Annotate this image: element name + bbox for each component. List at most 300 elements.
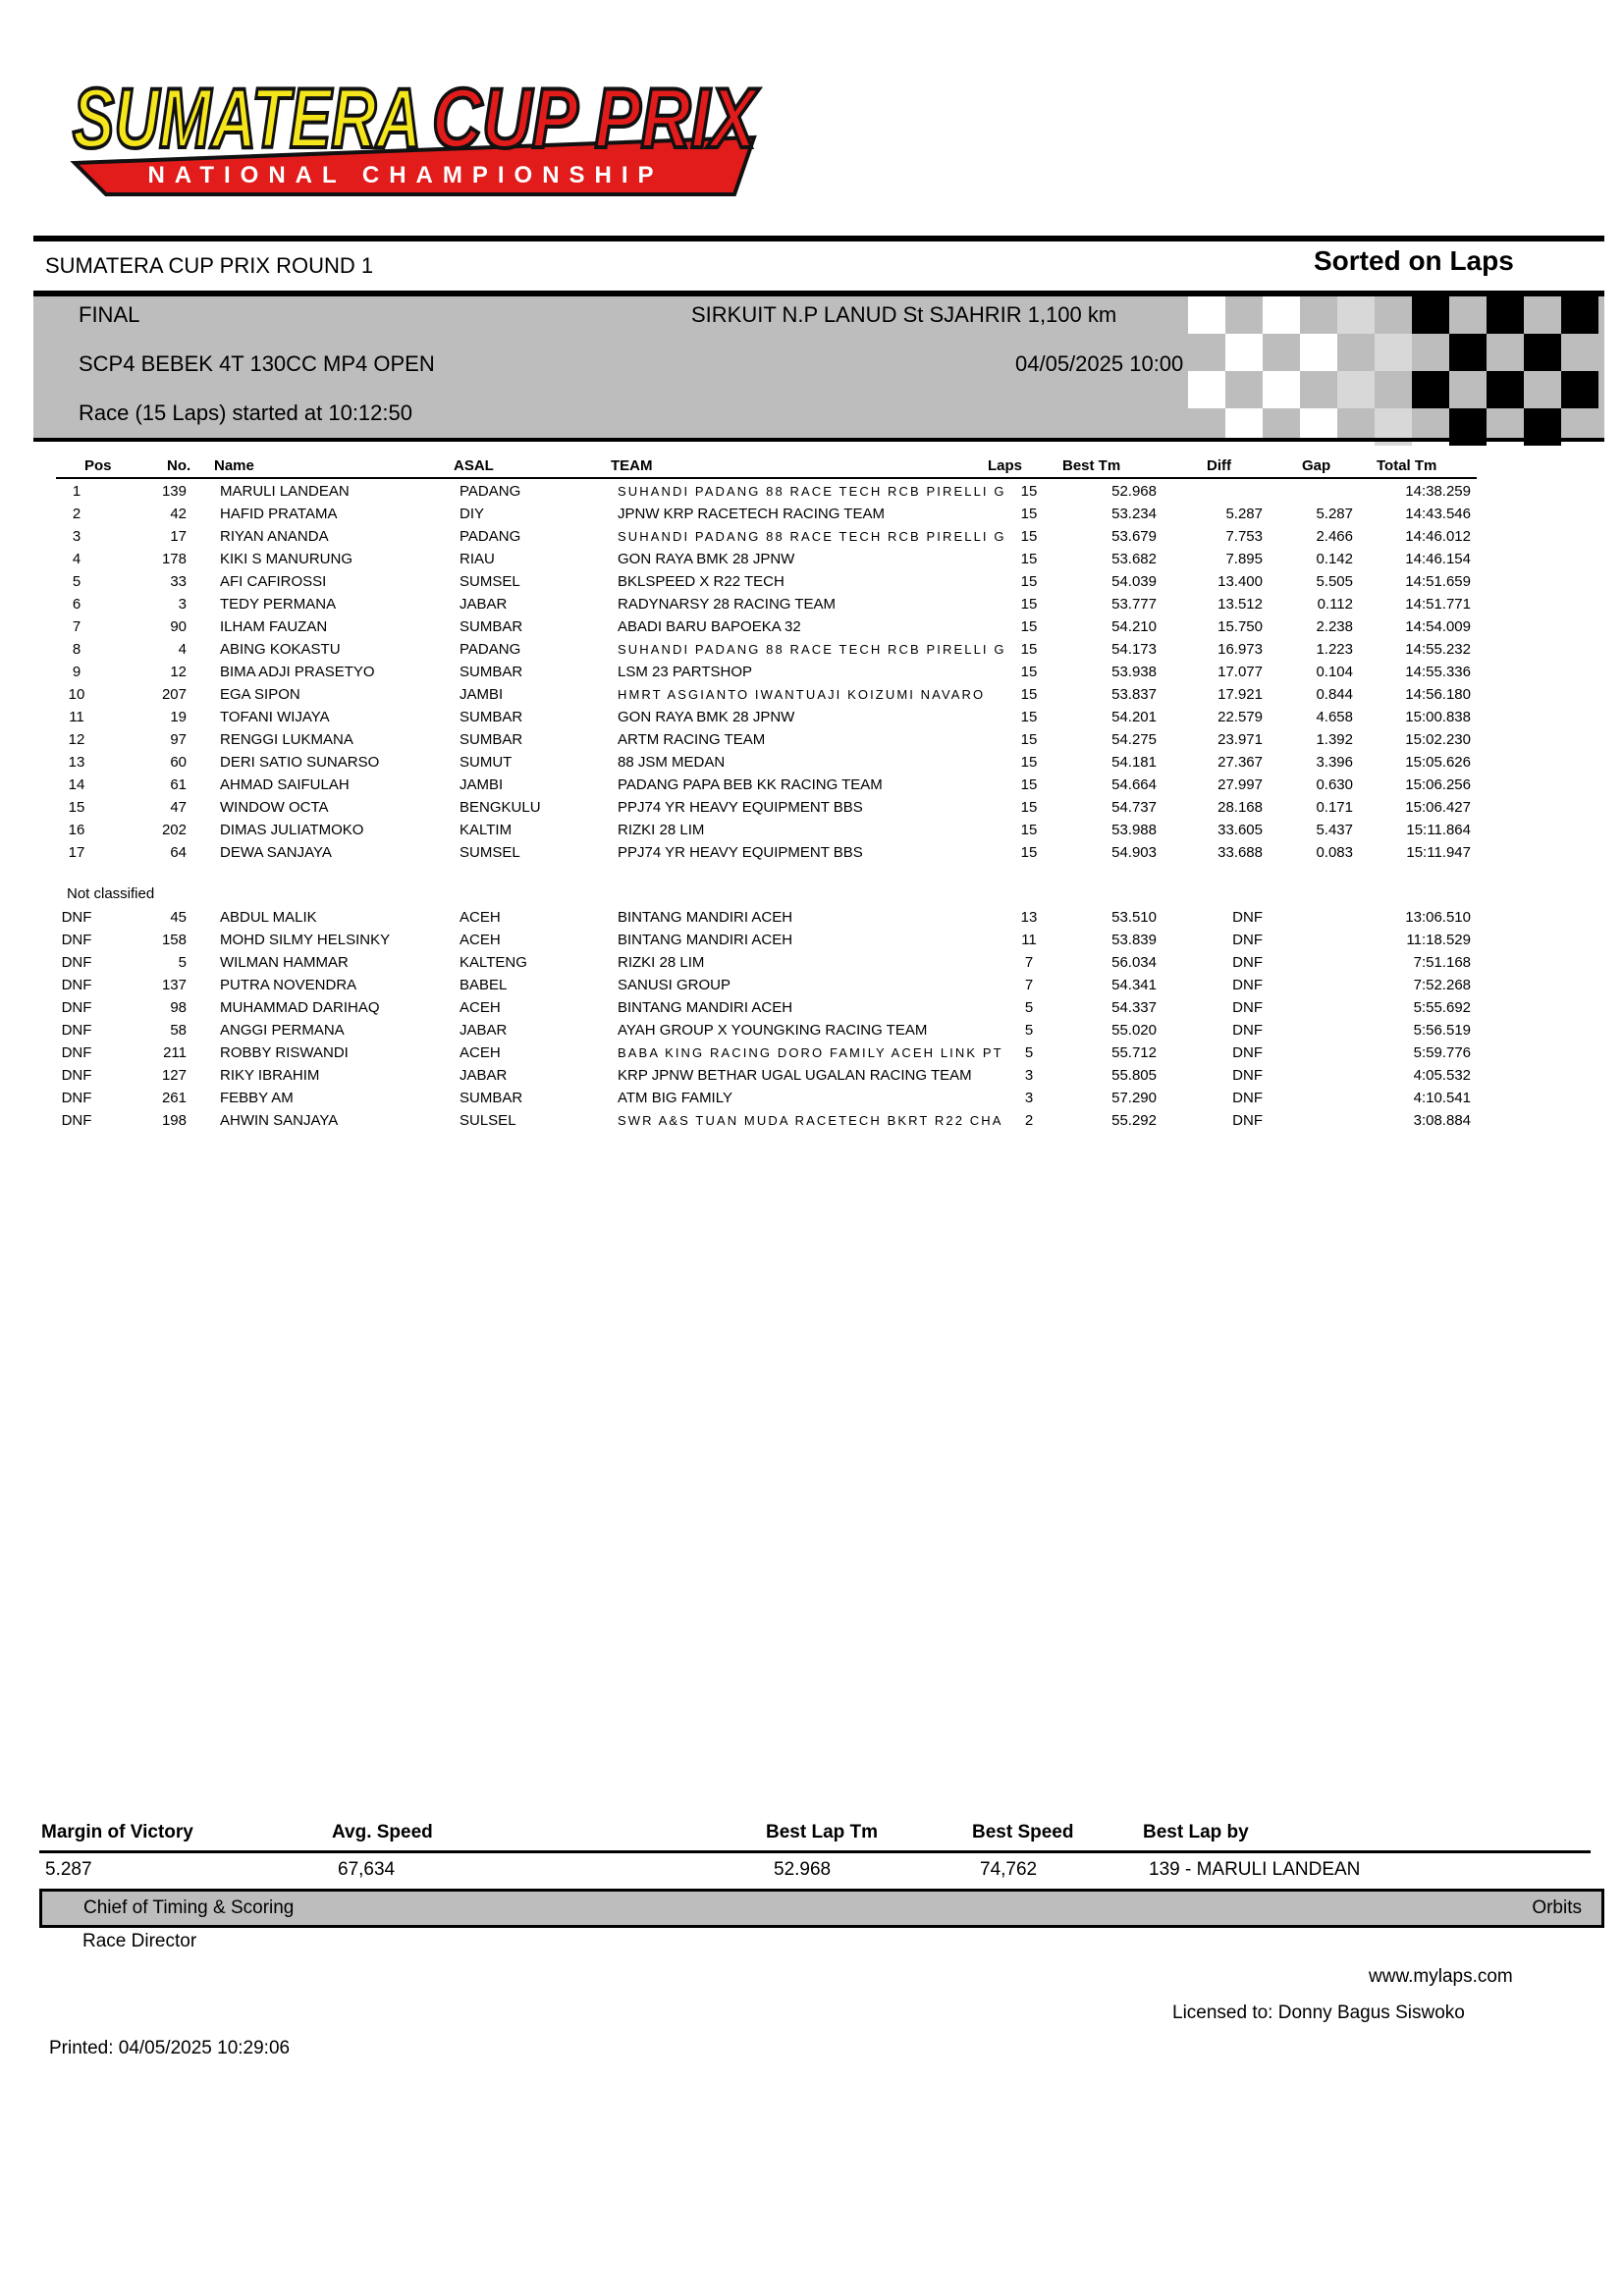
cell-diff: 7.753 [1225,528,1263,545]
cell-total: 14:51.659 [1405,573,1471,590]
cell-diff: DNF [1232,1067,1263,1084]
cell-asal: JABAR [460,596,508,613]
summary-rule [39,1850,1591,1853]
cell-no: 42 [170,506,187,522]
cell-diff: 17.077 [1217,664,1263,680]
timing-signature-box [39,1889,1604,1928]
cell-diff: 16.973 [1217,641,1263,658]
cell-team: ATM BIG FAMILY [618,1090,732,1106]
cell-name: AHWIN SANJAYA [220,1112,339,1129]
cell-asal: RIAU [460,551,495,567]
avg-speed-label: Avg. Speed [332,1822,433,1842]
cell-gap: 0.142 [1316,551,1353,567]
flag-square [1263,296,1300,334]
cell-total: 15:06.256 [1405,776,1471,793]
table-row [33,975,1506,997]
cell-total: 14:46.012 [1405,528,1471,545]
race-start: Race (15 Laps) started at 10:12:50 [79,400,412,425]
cell-laps: 7 [1024,977,1034,993]
cell-team: RIZKI 28 LIM [618,822,705,838]
cell-no: 98 [170,999,187,1016]
cell-name: RIKY IBRAHIM [220,1067,320,1084]
cell-name: AHMAD SAIFULAH [220,776,350,793]
cell-total: 5:55.692 [1413,999,1471,1016]
cell-best: 54.039 [1111,573,1157,590]
cell-laps: 3 [1024,1090,1034,1106]
cell-pos: 10 [68,686,85,703]
table-row [33,707,1506,729]
cell-total: 15:02.230 [1405,731,1471,748]
cell-diff: 13.400 [1217,573,1263,590]
table-row [33,729,1506,752]
cell-best: 54.903 [1111,844,1157,861]
cell-asal: SUMBAR [460,618,523,635]
cell-total: 15:00.838 [1405,709,1471,725]
cell-pos: 17 [68,844,85,861]
cell-name: KIKI S MANURUNG [220,551,353,567]
cell-laps: 15 [1020,551,1038,567]
cell-pos: 4 [72,551,81,567]
cell-asal: PADANG [460,641,521,658]
cell-pos: 15 [68,799,85,816]
cell-gap: 0.630 [1316,776,1353,793]
cell-asal: SUMBAR [460,664,523,680]
logo-subtitle: NATIONAL CHAMPIONSHIP [147,162,664,188]
cell-total: 5:56.519 [1413,1022,1471,1039]
cell-diff: 27.997 [1217,776,1263,793]
cell-total: 7:51.168 [1413,954,1471,971]
cell-total: 14:56.180 [1405,686,1471,703]
cell-asal: SULSEL [460,1112,516,1129]
flag-square [1561,296,1598,334]
band-bottom-rule [33,438,1604,442]
table-row [33,662,1506,684]
cell-best: 52.968 [1111,483,1157,500]
cell-asal: JABAR [460,1022,508,1039]
cell-name: HAFID PRATAMA [220,506,338,522]
cell-name: RIYAN ANANDA [220,528,329,545]
cell-diff: DNF [1232,1022,1263,1039]
cell-asal: ACEH [460,909,501,926]
cell-no: 202 [161,822,187,838]
cell-pos: 1 [72,483,81,500]
table-row [33,952,1506,975]
cell-team: SUHANDI PADANG 88 RACE TECH RCB PIRELLI G [618,529,1006,544]
cell-best: 53.510 [1111,909,1157,926]
flag-square [1300,334,1337,371]
cell-total: 14:38.259 [1405,483,1471,500]
cell-team: 88 JSM MEDAN [618,754,726,771]
flag-square [1263,371,1300,408]
cell-no: 127 [161,1067,187,1084]
cell-total: 14:54.009 [1405,618,1471,635]
cell-total: 15:06.427 [1405,799,1471,816]
cell-total: 7:52.268 [1413,977,1471,993]
best-lap-by-label: Best Lap by [1143,1822,1249,1842]
cell-best: 56.034 [1111,954,1157,971]
cell-best: 53.234 [1111,506,1157,522]
cell-asal: ACEH [460,999,501,1016]
cell-team: RADYNARSY 28 RACING TEAM [618,596,837,613]
sumatera-cup-prix-logo [67,57,774,204]
table-row [33,526,1506,549]
cell-diff: DNF [1232,999,1263,1016]
cell-laps: 15 [1020,754,1038,771]
cell-name: MUHAMMAD DARIHAQ [220,999,380,1016]
cell-asal: SUMUT [460,754,513,771]
cell-name: WILMAN HAMMAR [220,954,349,971]
cell-asal: KALTENG [460,954,527,971]
cell-team: BINTANG MANDIRI ACEH [618,932,793,948]
cell-no: 90 [170,618,187,635]
table-row [33,616,1506,639]
cell-asal: KALTIM [460,822,513,838]
best-speed-value: 74,762 [980,1859,1038,1880]
cell-no: 12 [170,664,187,680]
logo-word-2: CUP PRIX [432,72,760,166]
race-director-label: Race Director [82,1931,197,1951]
best-lap-tm-value: 52.968 [774,1859,832,1880]
table-row [33,997,1506,1020]
cell-diff: 17.921 [1217,686,1263,703]
cell-name: WINDOW OCTA [220,799,329,816]
cell-team: JPNW KRP RACETECH RACING TEAM [618,506,885,522]
cell-best: 55.712 [1111,1044,1157,1061]
col-asal: ASAL [454,457,494,474]
table-row [33,571,1506,594]
cell-best: 54.737 [1111,799,1157,816]
cell-pos: DNF [61,1022,92,1039]
table-row [33,842,1506,865]
cell-total: 14:55.336 [1405,664,1471,680]
cell-name: ILHAM FAUZAN [220,618,328,635]
cell-pos: 5 [72,573,81,590]
cell-asal: SUMBAR [460,1090,523,1106]
cell-laps: 15 [1020,686,1038,703]
flag-square [1225,334,1263,371]
cell-team: SWR A&S TUAN MUDA RACETECH BKRT R22 CHA [618,1113,1003,1128]
cell-asal: PADANG [460,483,521,500]
cell-name: DERI SATIO SUNARSO [220,754,380,771]
cell-laps: 15 [1020,596,1038,613]
cell-total: 4:05.532 [1413,1067,1471,1084]
cell-team: PADANG PAPA BEB KK RACING TEAM [618,776,883,793]
cell-name: ABDUL MALIK [220,909,317,926]
cell-pos: 8 [72,641,81,658]
cell-diff: 33.605 [1217,822,1263,838]
round-title: SUMATERA CUP PRIX ROUND 1 [45,253,374,278]
cell-diff: 28.168 [1217,799,1263,816]
cell-best: 53.938 [1111,664,1157,680]
cell-team: AYAH GROUP X YOUNGKING RACING TEAM [618,1022,928,1039]
cell-pos: DNF [61,1090,92,1106]
table-row [33,1042,1506,1065]
best-speed-label: Best Speed [972,1822,1074,1842]
cell-best: 53.988 [1111,822,1157,838]
best-lap-by-value: 139 - MARULI LANDEAN [1149,1859,1361,1880]
cell-laps: 15 [1020,844,1038,861]
cell-total: 5:59.776 [1413,1044,1471,1061]
cell-asal: BABEL [460,977,508,993]
col-pos: Pos [84,457,112,474]
orbits-label: Orbits [1532,1897,1582,1918]
cell-gap: 1.223 [1316,641,1353,658]
table-row [33,504,1506,526]
class-name: SCP4 BEBEK 4T 130CC MP4 OPEN [79,351,435,376]
cell-laps: 7 [1024,954,1034,971]
cell-asal: JAMBI [460,686,504,703]
cell-gap: 3.396 [1316,754,1353,771]
cell-gap: 0.171 [1316,799,1353,816]
cell-laps: 15 [1020,483,1038,500]
cell-diff: 22.579 [1217,709,1263,725]
cell-best: 54.173 [1111,641,1157,658]
flag-square [1412,371,1449,408]
cell-laps: 15 [1020,528,1038,545]
cell-pos: 12 [68,731,85,748]
cell-asal: SUMSEL [460,573,520,590]
cell-no: 64 [170,844,187,861]
cell-best: 55.020 [1111,1022,1157,1039]
sort-label: Sorted on Laps [1314,245,1514,276]
cell-laps: 15 [1020,776,1038,793]
cell-diff: 5.287 [1225,506,1263,522]
session-datetime: 04/05/2025 10:00 [1015,351,1184,376]
logo-word-1: SUMATERA [73,72,421,166]
cell-name: ABING KOKASTU [220,641,341,658]
flag-square [1449,334,1487,371]
cell-best: 54.210 [1111,618,1157,635]
checkered-flag-graphic [1188,296,1604,438]
cell-total: 15:05.626 [1405,754,1471,771]
cell-pos: 9 [72,664,81,680]
cell-diff: 23.971 [1217,731,1263,748]
cell-asal: JAMBI [460,776,504,793]
table-row [33,907,1506,930]
cell-best: 53.839 [1111,932,1157,948]
cell-laps: 15 [1020,799,1038,816]
cell-name: DEWA SANJAYA [220,844,332,861]
cell-total: 4:10.541 [1413,1090,1471,1106]
cell-name: RENGGI LUKMANA [220,731,353,748]
cell-laps: 15 [1020,822,1038,838]
cell-asal: ACEH [460,932,501,948]
cell-team: RIZKI 28 LIM [618,954,705,971]
col-gap: Gap [1302,457,1331,474]
cell-gap: 5.437 [1316,822,1353,838]
cell-asal: SUMBAR [460,731,523,748]
flag-square [1561,371,1598,408]
cell-total: 14:43.546 [1405,506,1471,522]
session-name: FINAL [79,302,140,327]
cell-total: 14:55.232 [1405,641,1471,658]
cell-pos: DNF [61,1067,92,1084]
table-row [33,481,1506,504]
table-row [33,684,1506,707]
cell-no: 178 [161,551,187,567]
cell-total: 11:18.529 [1406,932,1471,948]
cell-name: ROBBY RISWANDI [220,1044,349,1061]
chief-of-timing-label: Chief of Timing & Scoring [83,1897,295,1918]
not-classified-label: Not classified [67,885,155,902]
table-row [33,549,1506,571]
cell-pos: DNF [61,932,92,948]
cell-laps: 15 [1020,664,1038,680]
cell-pos: 11 [69,709,84,725]
cell-laps: 5 [1024,999,1034,1016]
cell-gap: 0.844 [1316,686,1353,703]
cell-best: 54.181 [1111,754,1157,771]
table-row [33,1020,1506,1042]
cell-diff: DNF [1232,954,1263,971]
flag-square [1188,371,1225,408]
cell-gap: 0.104 [1316,664,1353,680]
cell-team: ABADI BARU BAPOEKA 32 [618,618,801,635]
cell-team: PPJ74 YR HEAVY EQUIPMENT BBS [618,844,863,861]
cell-name: FEBBY AM [220,1090,294,1106]
margin-of-victory-value: 5.287 [45,1859,92,1880]
cell-total: 14:51.771 [1405,596,1471,613]
cell-no: 47 [170,799,187,816]
cell-team: SUHANDI PADANG 88 RACE TECH RCB PIRELLI G [618,484,1006,499]
cell-pos: DNF [61,954,92,971]
cell-team: GON RAYA BMK 28 JPNW [618,551,795,567]
cell-diff: 7.895 [1225,551,1263,567]
cell-no: 207 [161,686,187,703]
table-row [33,774,1506,797]
cell-gap: 5.287 [1316,506,1353,522]
cell-team: PPJ74 YR HEAVY EQUIPMENT BBS [618,799,863,816]
cell-no: 45 [170,909,187,926]
cell-team: HMRT ASGIANTO IWANTUAJI KOIZUMI NAVARO [618,687,986,702]
cell-total: 3:08.884 [1413,1112,1471,1129]
margin-of-victory-label: Margin of Victory [41,1822,193,1842]
cell-laps: 11 [1021,932,1037,948]
cell-no: 137 [161,977,187,993]
cell-asal: SUMSEL [460,844,520,861]
cell-no: 5 [178,954,187,971]
website-link[interactable]: www.mylaps.com [1369,1966,1513,1987]
cell-best: 54.664 [1111,776,1157,793]
circuit-name: SIRKUIT N.P LANUD St SJAHRIR 1,100 km [691,302,1117,327]
cell-diff: DNF [1232,1112,1263,1129]
cell-team: SUHANDI PADANG 88 RACE TECH RCB PIRELLI G [618,642,1006,657]
cell-gap: 5.505 [1316,573,1353,590]
cell-asal: BENGKULU [460,799,541,816]
cell-no: 261 [161,1090,187,1106]
cell-team: BKLSPEED X R22 TECH [618,573,784,590]
cell-diff: 13.512 [1217,596,1263,613]
flag-square [1337,371,1375,408]
col-team: TEAM [611,457,653,474]
cell-pos: 2 [72,506,81,522]
cell-best: 54.341 [1111,977,1157,993]
cell-diff: DNF [1232,932,1263,948]
cell-gap: 0.083 [1316,844,1353,861]
cell-team: KRP JPNW BETHAR UGAL UGALAN RACING TEAM [618,1067,972,1084]
cell-pos: 13 [68,754,85,771]
cell-name: EGA SIPON [220,686,300,703]
avg-speed-value: 67,634 [338,1859,396,1880]
cell-total: 13:06.510 [1405,909,1471,926]
cell-no: 3 [178,596,187,613]
table-row [33,1065,1506,1088]
cell-diff: 27.367 [1217,754,1263,771]
cell-diff: 15.750 [1217,618,1263,635]
cell-no: 19 [170,709,187,725]
cell-pos: 6 [72,596,81,613]
cell-no: 139 [161,483,187,500]
results-table-header [33,454,1477,477]
flag-square [1337,296,1375,334]
col-diff: Diff [1207,457,1231,474]
cell-team: SANUSI GROUP [618,977,731,993]
cell-best: 54.337 [1111,999,1157,1016]
cell-laps: 15 [1020,618,1038,635]
cell-laps: 15 [1020,573,1038,590]
cell-pos: DNF [61,909,92,926]
cell-asal: SUMBAR [460,709,523,725]
cell-laps: 13 [1020,909,1038,926]
cell-name: TEDY PERMANA [220,596,337,613]
table-row [33,594,1506,616]
cell-name: PUTRA NOVENDRA [220,977,357,993]
cell-name: BIMA ADJI PRASETYO [220,664,375,680]
cell-no: 58 [170,1022,187,1039]
cell-pos: 16 [68,822,85,838]
cell-best: 55.292 [1111,1112,1157,1129]
table-row [33,1088,1506,1110]
cell-best: 54.275 [1111,731,1157,748]
cell-pos: DNF [61,977,92,993]
table-row [33,639,1506,662]
cell-name: MOHD SILMY HELSINKY [220,932,391,948]
cell-gap: 0.112 [1317,596,1353,613]
cell-pos: DNF [61,1112,92,1129]
cell-best: 53.777 [1111,596,1157,613]
cell-team: LSM 23 PARTSHOP [618,664,752,680]
table-header-rule [56,477,1477,479]
cell-best: 57.290 [1111,1090,1157,1106]
cell-diff: 33.688 [1217,844,1263,861]
cell-name: ANGGI PERMANA [220,1022,345,1039]
cell-best: 54.201 [1111,709,1157,725]
cell-team: BABA KING RACING DORO FAMILY ACEH LINK PT [618,1045,1003,1060]
table-row [33,820,1506,842]
cell-total: 15:11.947 [1406,844,1471,861]
best-lap-tm-label: Best Lap Tm [766,1822,879,1842]
cell-pos: DNF [61,1044,92,1061]
cell-no: 158 [161,932,187,948]
cell-name: TOFANI WIJAYA [220,709,330,725]
flag-square [1375,334,1412,371]
printed-timestamp: Printed: 04/05/2025 10:29:06 [49,2038,291,2058]
cell-gap: 4.658 [1316,709,1353,725]
cell-laps: 5 [1024,1044,1034,1061]
cell-team: ARTM RACING TEAM [618,731,766,748]
cell-no: 97 [170,731,187,748]
top-rule [33,236,1604,241]
cell-gap: 2.238 [1316,618,1353,635]
license-text: Licensed to: Donny Bagus Siswoko [1172,2002,1465,2023]
cell-no: 17 [170,528,187,545]
cell-team: GON RAYA BMK 28 JPNW [618,709,795,725]
cell-no: 33 [170,573,187,590]
cell-laps: 2 [1024,1112,1034,1129]
cell-diff: DNF [1232,1044,1263,1061]
cell-team: BINTANG MANDIRI ACEH [618,999,793,1016]
table-row [33,797,1506,820]
